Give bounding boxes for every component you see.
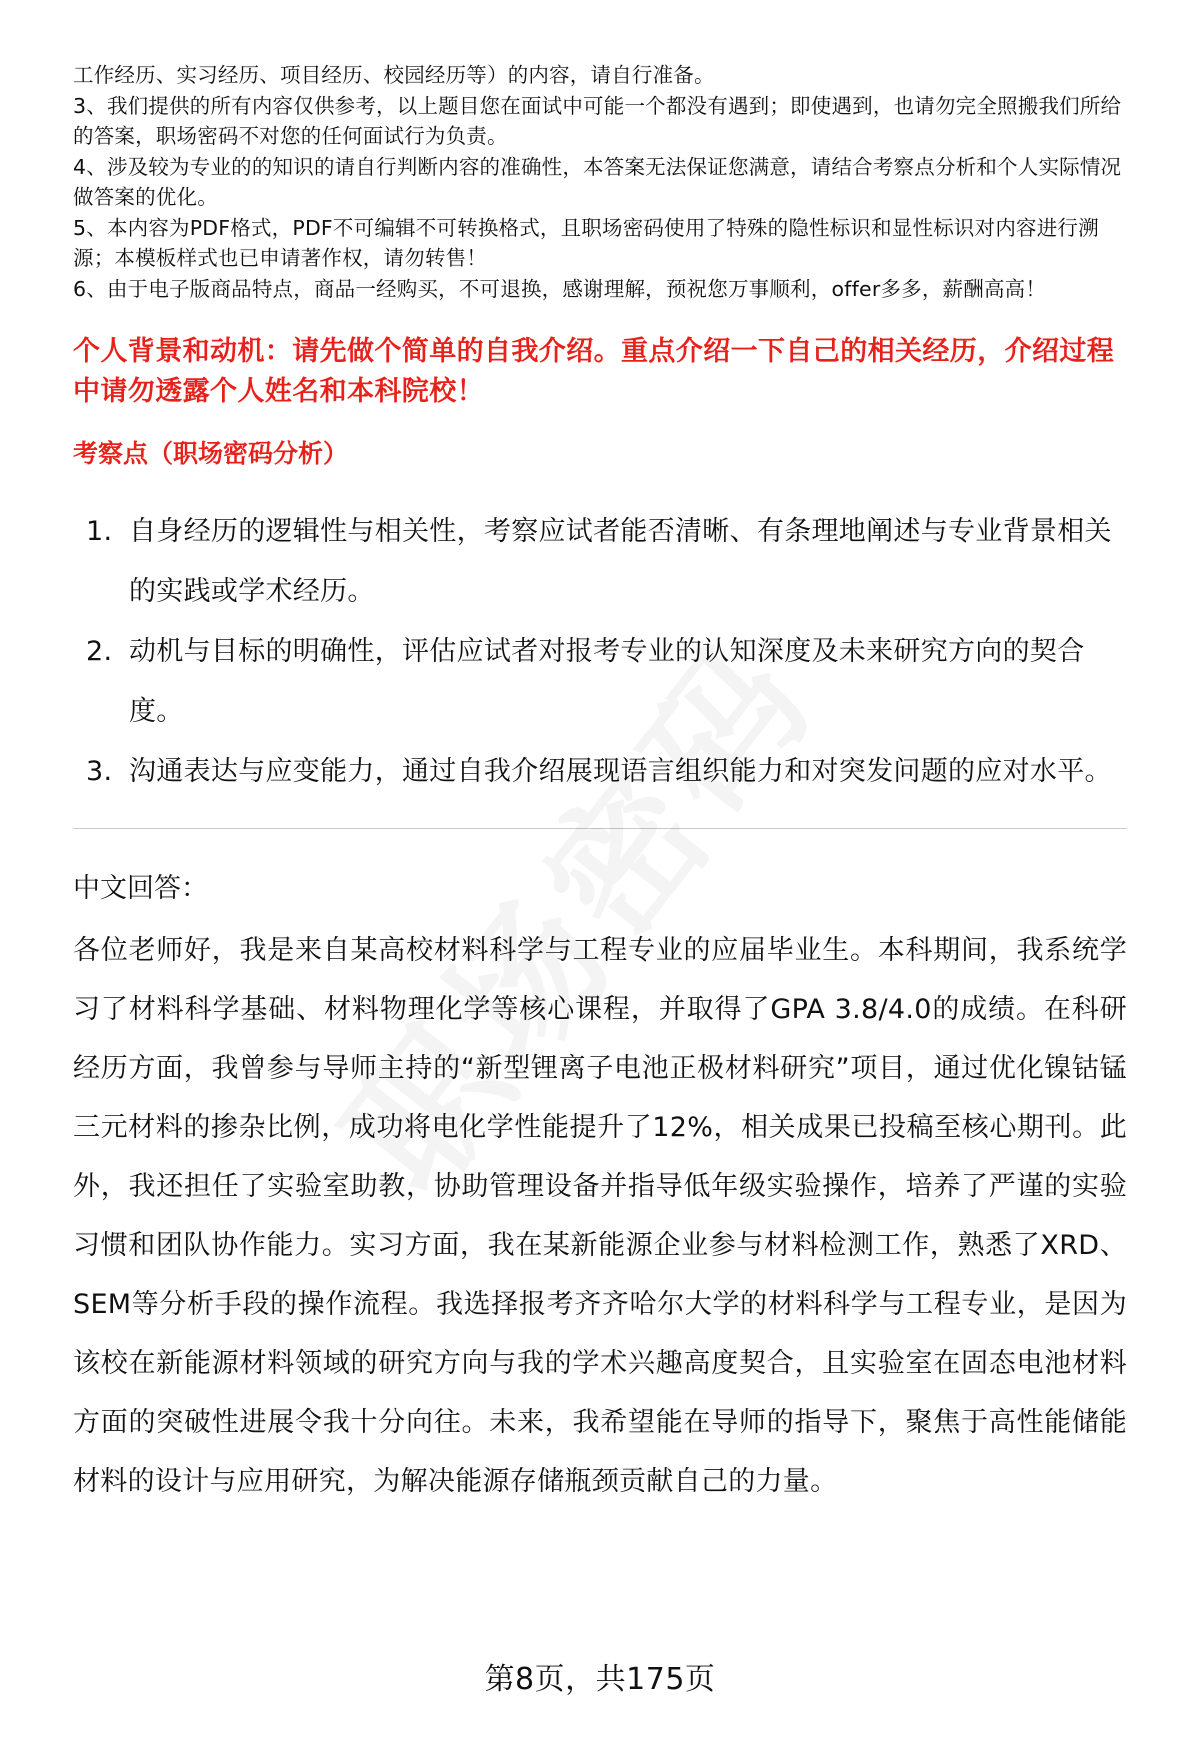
note-line: 5、本内容为PDF格式，PDF不可编辑不可转换格式，且职场密码使用了特殊的隐性标识和显性标识对内容进行溯源；本模板样式也已申请著作权，请勿转售！ <box>73 215 1099 270</box>
list-item-text: 动机与目标的明确性，评估应试者对报考专业的认知深度及未来研究方向的契合度。 <box>129 636 1085 727</box>
answer-label: 中文回答： <box>73 873 208 904</box>
question-heading: 个人背景和动机：请先做个简单的自我介绍。重点介绍一下自己的相关经历，介绍过程中请勿透露个人姓名和本科院校！ <box>73 336 1115 407</box>
list-item-text: 沟通表达与应变能力，通过自我介绍展现语言组织能力和对突发问题的应对水平。 <box>129 756 1112 787</box>
page-footer: 第8页，共175页 <box>484 1662 716 1697</box>
note-line: 工作经历、实习经历、项目经历、校园经历等）的内容，请自行准备。 <box>73 63 715 87</box>
list-item <box>73 502 1127 622</box>
note-line: 6、由于电子版商品特点，商品一经购买，不可退换，感谢理解，预祝您万事顺利，offer多多，薪酬高高！ <box>73 276 1047 301</box>
analysis-heading: 考察点（职场密码分析） <box>73 439 349 468</box>
answer-body: 各位老师好，我是来自某高校材料科学与工程专业的应届毕业生。本科期间，我系统学习了材料科学基础、材料物理化学等核心课程，并取得了GPA 3.8/4.0的成绩。在科研经历方面，我曾参与导师主持的“新型锂离子电池正极材料研究”项目，通过优化镍钴锰三元材料的掺杂比例，成功将电化学性能提升了12%，相关成果已投稿至核心期刊。此外，我还担任了实验室助教，协助管理设备并指导低年级实验操作，培养了严谨的实验习惯和团队协作能力。实习方面，我在某新能源企业参与材料检测工作，熟悉了XRD、SEM等分析手段的操作流程。我选择报考齐齐哈尔大学的材料科学与工程专业，是因为该校在新能源材料领域的研究方向与我的学术兴趣高度契合，且实验室在固态电池材料方面的突破性进展令我十分向往。未来，我希望能在导师的指导下，聚焦于高性能储能材料的设计与应用研究，为解决能源存储瓶颈贡献自己的力量。 <box>73 935 1127 1497</box>
list-item-number: 3. <box>86 756 113 787</box>
note-line: 3、我们提供的所有内容仅供参考，以上题目您在面试中可能一个都没有遇到；即使遇到，也请勿完全照搬我们所给的答案，职场密码不对您的任何面试行为负责。 <box>73 93 1122 148</box>
section-divider <box>73 828 1127 829</box>
notes-block <box>73 60 1127 304</box>
list-item-text: 自身经历的逻辑性与相关性，考察应试者能否清晰、有条理地阐述与专业背景相关的实践或学术经历。 <box>129 516 1112 607</box>
list-item <box>73 622 1127 742</box>
list-item <box>73 742 1127 802</box>
list-item-number: 2. <box>86 636 113 667</box>
list-item-number: 1. <box>86 516 113 547</box>
analysis-points-list <box>73 502 1127 802</box>
note-line: 4、涉及较为专业的的知识的请自行判断内容的准确性，本答案无法保证您满意，请结合考察点分析和个人实际情况做答案的优化。 <box>73 154 1122 209</box>
